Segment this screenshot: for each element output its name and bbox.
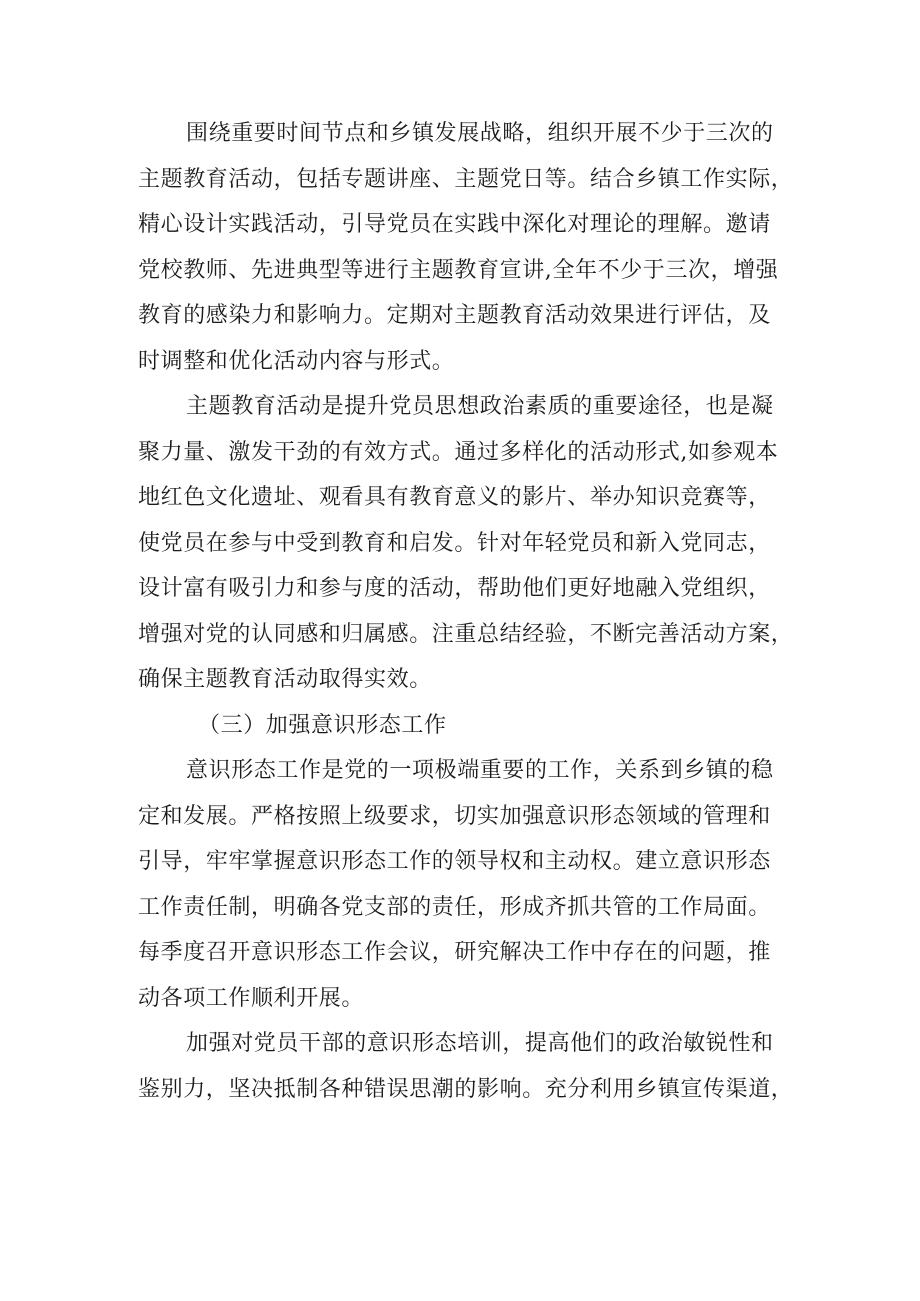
text-line: 时调整和优化活动内容与形式。 xyxy=(138,348,455,374)
paragraph-3 xyxy=(138,748,798,1021)
paragraph-1 xyxy=(138,111,798,384)
text-line: 主题教育活动，包括专题讲座、主题党日等。结合乡镇工作实际， xyxy=(138,166,794,192)
text-line: 设计富有吸引力和参与度的活动，帮助他们更好地融入党组织， xyxy=(138,576,771,601)
text-line: 引导，牢牢掌握意识形态工作的领导权和主动权。建立意识形态 xyxy=(138,849,771,874)
paragraph-4 xyxy=(138,1021,798,1112)
text-line: 党校教师、先进典型等进行主题教育宣讲,全年不少于三次，增强 xyxy=(138,257,779,283)
section-heading-text: （三）加强意识形态工作 xyxy=(198,712,447,738)
section-heading xyxy=(138,703,798,749)
text-line: 聚力量、激发干劲的有效方式。通过多样化的活动形式,如参观本 xyxy=(138,439,779,465)
text-line: 工作责任制，明确各党支部的责任，形成齐抓共管的工作局面。 xyxy=(138,894,771,920)
text-line: 地红色文化遗址、观看具有教育意义的影片、举办知识竞赛等， xyxy=(138,485,771,510)
text-line: 意识形态工作是党的一项极端重要的工作，关系到乡镇的稳 xyxy=(186,758,774,783)
text-line: 动各项工作顺利开展。 xyxy=(138,985,365,1011)
text-line: 精心设计实践活动，引导党员在实践中深化对理论的理解。邀请 xyxy=(138,212,771,237)
text-line: 定和发展。严格按照上级要求，切实加强意识形态领域的管理和 xyxy=(138,803,771,829)
text-line: 主题教育活动是提升党员思想政治素质的重要途径，也是凝 xyxy=(186,394,774,419)
text-line: 围绕重要时间节点和乡镇发展战略，组织开展不少于三次的 xyxy=(186,121,774,146)
text-line: 加强对党员干部的意识形态培训，提高他们的政治敏锐性和 xyxy=(186,1031,774,1056)
document-body xyxy=(138,111,798,1112)
text-line: 教育的感染力和影响力。定期对主题教育活动效果进行评估，及 xyxy=(138,303,771,328)
text-line: 使党员在参与中受到教育和启发。针对年轻党员和新入党同志， xyxy=(138,530,771,556)
paragraph-2 xyxy=(138,384,798,703)
text-line: 鉴别力，坚决抵制各种错误思潮的影响。充分利用乡镇宣传渠道， xyxy=(138,1076,794,1102)
text-line: 确保主题教育活动取得实效。 xyxy=(138,667,432,692)
text-line: 每季度召开意识形态工作会议，研究解决工作中存在的问题，推 xyxy=(138,940,771,965)
text-line: 增强对党的认同感和归属感。注重总结经验，不断完善活动方案， xyxy=(138,621,794,647)
